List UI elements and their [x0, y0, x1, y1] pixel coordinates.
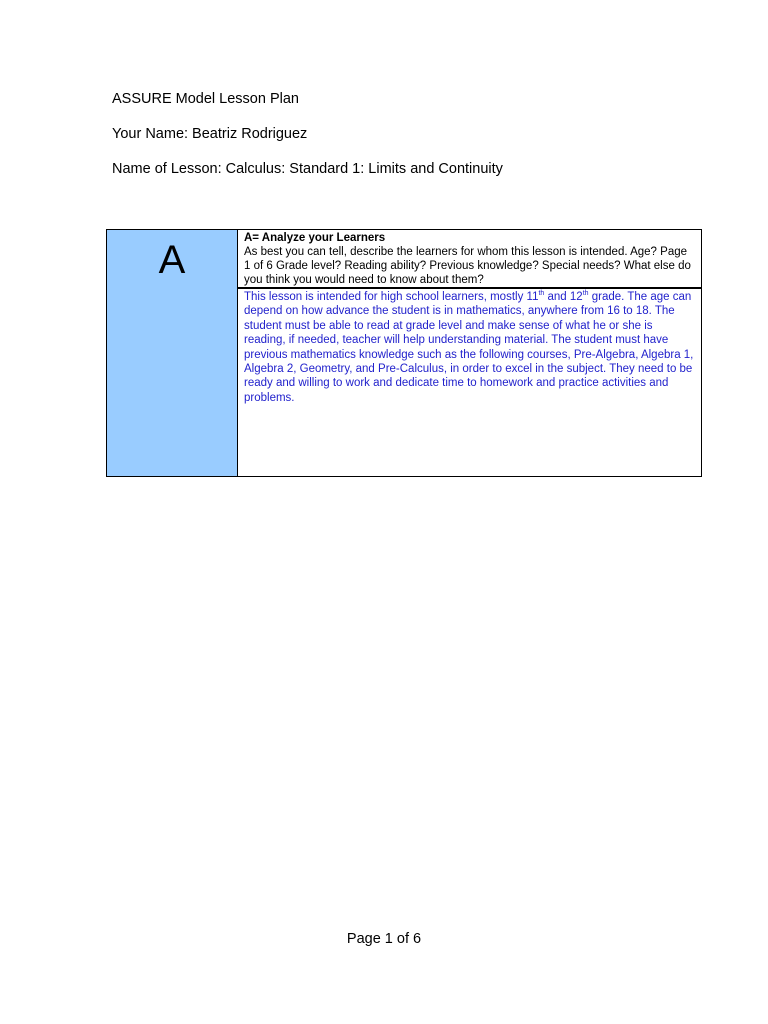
author-name-line: Your Name: Beatriz Rodriguez	[112, 126, 308, 142]
section-letter-cell	[107, 230, 238, 476]
section-heading: A= Analyze your Learners	[244, 232, 386, 244]
section-prompt-text: As best you can tell, describe the learners for whom this lesson is intended. Age? Page 1 of 6 Grade level? Reading ability? Previous knowledge? Special needs? What else do you think you would need to know about them?	[244, 246, 691, 286]
section-letter: A	[158, 238, 186, 282]
response-superscript-1: th	[538, 290, 545, 297]
response-text-part-1: This lesson is intended for high school learners, mostly 11	[244, 291, 539, 303]
response-text-part-2: and 12	[544, 291, 583, 303]
lesson-name-line: Name of Lesson: Calculus: Standard 1: Limits and Continuity	[112, 161, 503, 177]
response-text-part-3: grade. The age can depend on how advance the student is in mathematics, anywhere from 16 to 18. The student must be able to read at grade level and make sense of what he or she is reading, if needed, teacher will help understanding material. The student must have previous mathematics knowledge such as the following courses, Pre-Algebra, Algebra 1, Algebra 2, Geometry, and Pre-Calculus, in order to excel in the subject. They need to be ready and willing to work and dedicate time to homework and practice activities and problems.	[244, 291, 694, 404]
analyze-learners-table	[106, 229, 702, 477]
response-superscript-2: th	[582, 290, 589, 297]
page-number: Page 1 of 6	[346, 931, 422, 947]
section-prompt-cell	[238, 230, 701, 289]
document-title: ASSURE Model Lesson Plan	[112, 91, 299, 107]
section-response-cell	[238, 289, 701, 476]
